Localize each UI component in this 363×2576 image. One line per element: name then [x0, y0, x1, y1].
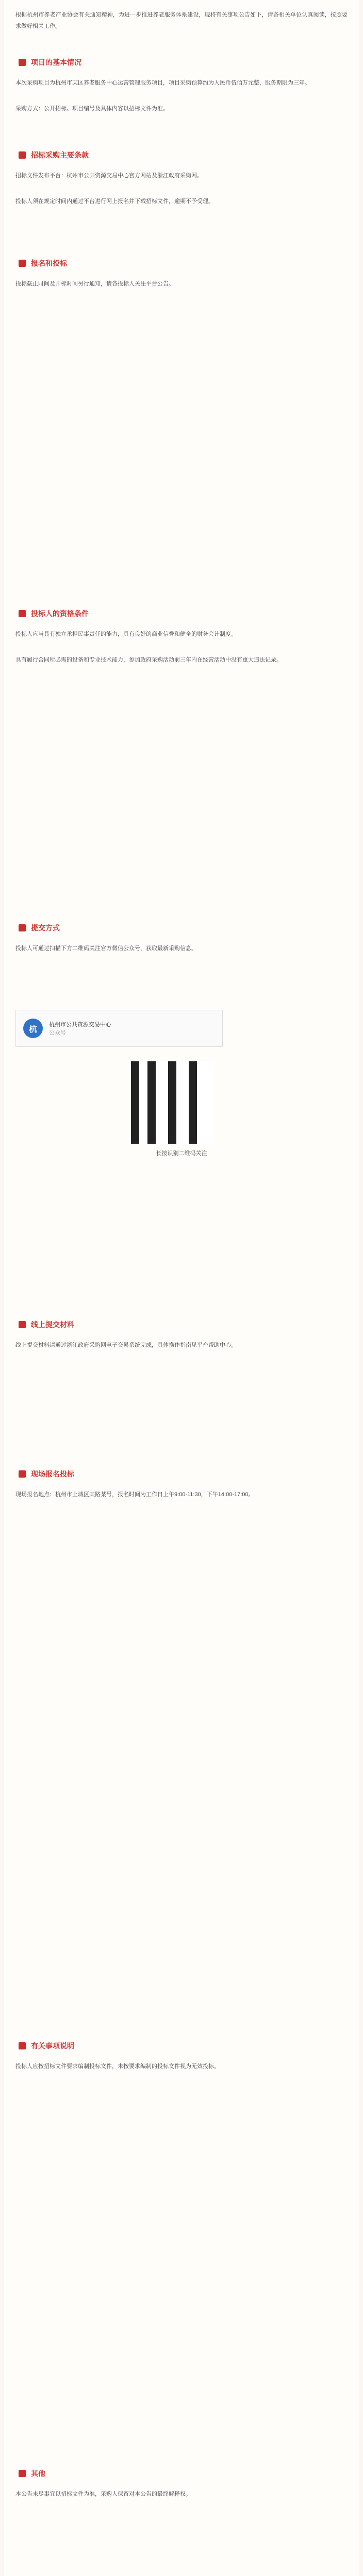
account-logo-icon: 杭: [23, 1019, 43, 1038]
section-marker-icon: [19, 610, 26, 617]
intro-paragraph: 根据杭州市养老产业协会有关通知精神，为进一步推进养老服务体系建设，现将有关事项公告如下，请各相关单位认真阅读，按照要求做好相关工作。: [15, 12, 348, 29]
section-heading-7: 现场报名投标: [19, 1468, 74, 1480]
paragraph-6: 投标人应当具有独立承担民事责任的能力，具有良好的商业信誉和健全的财务会计制度。: [15, 631, 237, 637]
paragraph-9: 线上提交材料请通过浙江政府采购网电子交易系统完成，具体操作指南见平台帮助中心。: [15, 1342, 237, 1348]
section-heading-9: 其他: [19, 2468, 45, 2479]
paragraph-2: 采购方式：公开招标。项目编号及具体内容以招标文件为准。: [15, 106, 169, 112]
official-account-card[interactable]: [15, 1010, 223, 1047]
paragraph-12: 本公告未尽事宜以招标文件为准，采购人保留对本公告的最终解释权。: [15, 2491, 191, 2497]
section-marker-icon: [19, 2470, 26, 2477]
paragraph-7: 具有履行合同所必需的设备和专业技术能力，参加政府采购活动前三年内在经营活动中没有重大违法记录。: [15, 657, 282, 663]
section-heading-5: 提交方式: [19, 922, 60, 934]
qr-caption: 长按识别二维码关注: [156, 1150, 207, 1157]
section-heading-3: 报名和投标: [19, 258, 67, 269]
paragraph-4: 投标人须在规定时间内通过平台进行网上报名并下载招标文件，逾期不予受理。: [15, 198, 214, 205]
section-heading-2: 招标采购主要条款: [19, 149, 89, 161]
article-body: [4, 0, 359, 2576]
section-marker-icon: [19, 59, 26, 66]
paragraph-11: 投标人应按招标文件要求编制投标文件，未按要求编制的投标文件视为无效投标。: [15, 2063, 220, 2070]
paragraph-5: 投标截止时间及开标时间另行通知，请各投标人关注平台公告。: [15, 281, 174, 287]
account-name: 杭州市公共资源交易中心: [49, 1022, 111, 1028]
section-marker-icon: [19, 260, 26, 267]
section-marker-icon: [19, 1470, 26, 1478]
section-heading-4: 投标人的资格条件: [19, 608, 89, 619]
paragraph-10: 现场报名地点：杭州市上城区某路某号，报名时间为工作日上午9:00-11:30，下午14:00-17:00。: [15, 1492, 254, 1498]
qr-code-icon: [131, 1061, 213, 1144]
paragraph-8: 投标人可通过扫描下方二维码关注官方微信公众号，获取最新采购信息。: [15, 945, 197, 952]
section-marker-icon: [19, 924, 26, 931]
section-heading-8: 有关事项说明: [19, 2040, 74, 2052]
account-sub: 公众号: [49, 1030, 66, 1036]
section-heading-6: 线上提交材料: [19, 1319, 74, 1330]
section-marker-icon: [19, 151, 26, 159]
paragraph-3: 招标文件发布平台：杭州市公共资源交易中心官方网站及浙江政府采购网。: [15, 173, 203, 179]
section-marker-icon: [19, 1321, 26, 1328]
section-marker-icon: [19, 2042, 26, 2049]
paragraph-1: 本次采购项目为杭州市某区养老服务中心运营管理服务项目，项目采购预算约为人民币伍佰万元整，服务期限为三年。: [15, 80, 310, 86]
section-heading-1: 项目的基本情况: [19, 57, 81, 68]
